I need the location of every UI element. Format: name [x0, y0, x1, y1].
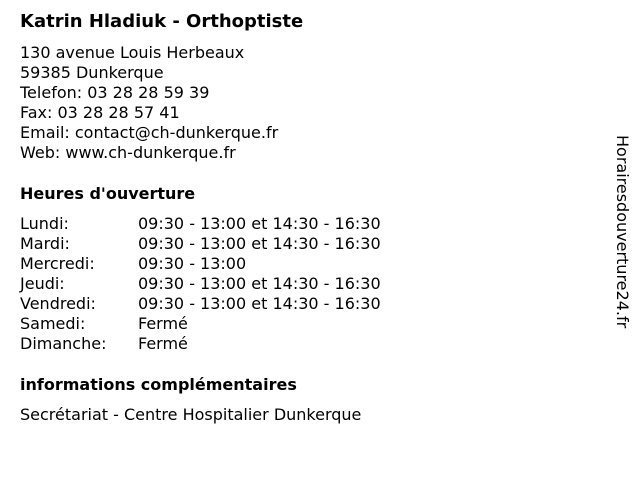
day-label: Lundi: — [20, 214, 69, 233]
hours-row-monday — [20, 214, 600, 234]
additional-info-heading: informations complémentaires — [20, 375, 297, 394]
day-label: Mardi: — [20, 234, 70, 253]
hours-row-wednesday — [20, 254, 600, 274]
hours-row-thursday — [20, 274, 600, 294]
day-label: Samedi: — [20, 314, 86, 333]
day-label: Vendredi: — [20, 294, 96, 313]
address-block — [20, 43, 600, 163]
day-hours: Fermé — [138, 314, 188, 333]
website-address: Web: www.ch-dunkerque.fr — [20, 143, 236, 162]
day-hours: 09:30 - 13:00 et 14:30 - 16:30 — [138, 274, 381, 293]
opening-hours-table — [20, 214, 600, 354]
side-brand-watermark — [612, 135, 632, 345]
opening-hours-heading: Heures d'ouverture — [20, 184, 196, 203]
phone-number: Telefon: 03 28 28 59 39 — [20, 83, 210, 102]
day-label: Jeudi: — [20, 274, 65, 293]
hours-row-sunday — [20, 334, 600, 354]
day-hours: Fermé — [138, 334, 188, 353]
hours-row-friday — [20, 294, 600, 314]
additional-info-text: Secrétariat - Centre Hospitalier Dunkerque — [20, 405, 362, 424]
side-brand-text: Horairesdouverture24.fr — [613, 135, 632, 329]
day-hours: 09:30 - 13:00 et 14:30 - 16:30 — [138, 294, 381, 313]
day-hours: 09:30 - 13:00 et 14:30 - 16:30 — [138, 234, 381, 253]
hours-row-tuesday — [20, 234, 600, 254]
day-hours: 09:30 - 13:00 — [138, 254, 247, 273]
page-title: Katrin Hladiuk - Orthoptiste — [20, 11, 304, 32]
fax-number: Fax: 03 28 28 57 41 — [20, 103, 180, 122]
day-hours: 09:30 - 13:00 et 14:30 - 16:30 — [138, 214, 381, 233]
listing-card — [20, 10, 600, 425]
street-address: 130 avenue Louis Herbeaux — [20, 43, 245, 62]
city-postcode: 59385 Dunkerque — [20, 63, 164, 82]
day-label: Mercredi: — [20, 254, 95, 273]
day-label: Dimanche: — [20, 334, 107, 353]
hours-row-saturday — [20, 314, 600, 334]
email-address: Email: contact@ch-dunkerque.fr — [20, 123, 279, 142]
